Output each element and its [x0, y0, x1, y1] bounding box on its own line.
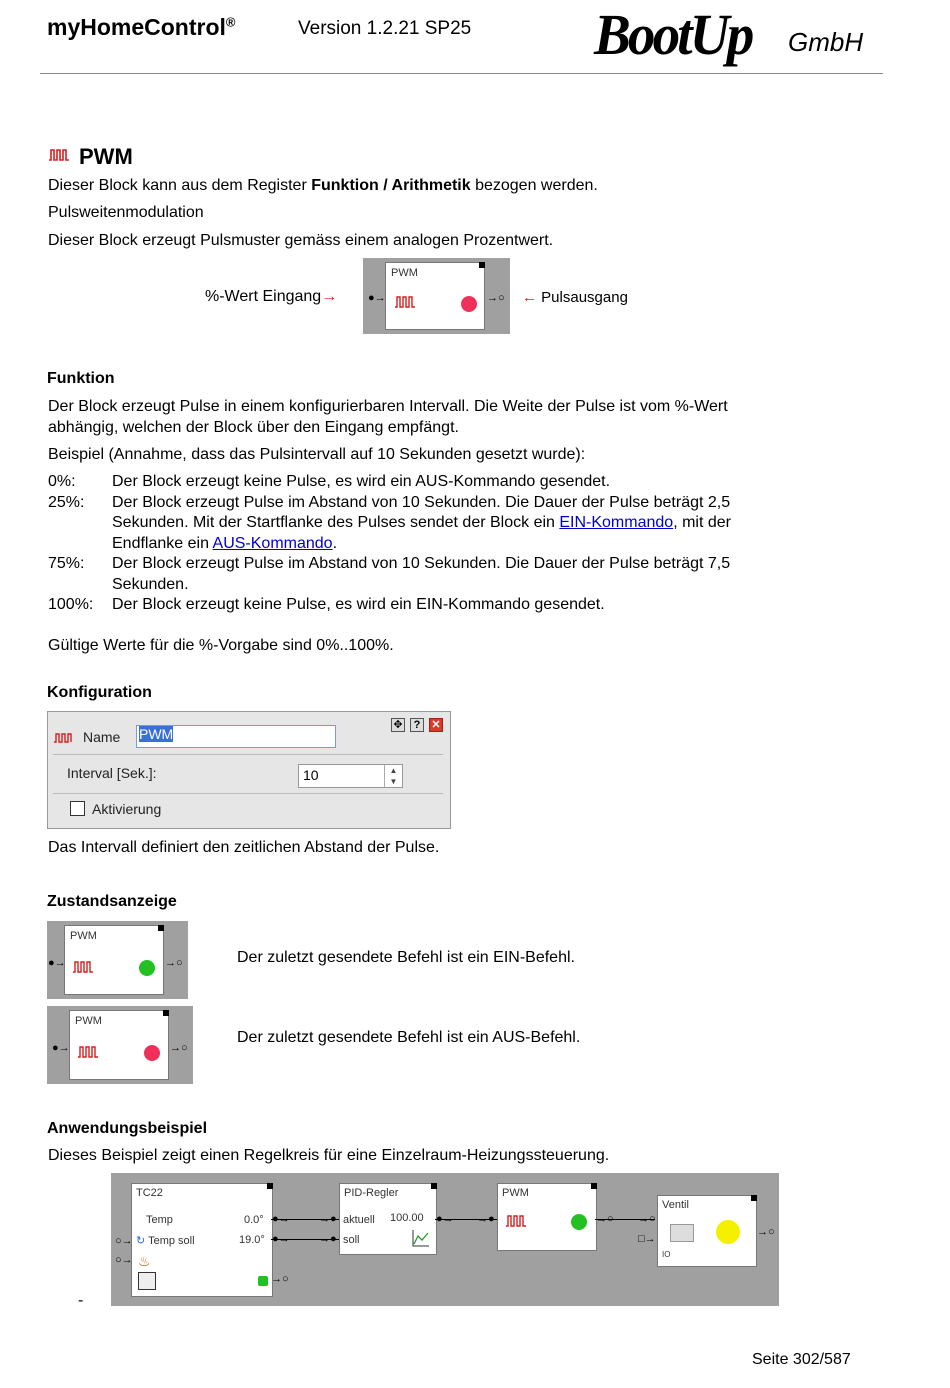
stepper-arrows-icon[interactable]: ▲ ▼ [384, 765, 402, 787]
pwm-icon [48, 147, 72, 168]
interval-label: Interval [Sek.]: [67, 765, 157, 781]
device-icon [138, 1272, 156, 1290]
pwm-block [497, 1183, 597, 1251]
connector-icon: →● [319, 1213, 337, 1225]
block-title: PWM [391, 267, 418, 279]
output-label: ← Pulsausgang [522, 289, 628, 306]
company-logo: BootUp [594, 2, 752, 67]
interval-note: Das Intervall definiert den zeitlichen Abstand der Pulse. [48, 839, 440, 856]
state-off-text: Der zuletzt gesendete Befehl ist ein AUS-Befehl. [237, 1029, 581, 1046]
dash-marker: - [78, 1292, 84, 1309]
status-led-icon [258, 1276, 268, 1286]
company-suffix: GmbH [788, 27, 864, 57]
state-led-on [139, 960, 155, 976]
temp-soll-label: ↻ Temp soll [136, 1235, 195, 1247]
pwm-block-card [385, 262, 485, 330]
ventil-block [657, 1195, 757, 1267]
input-pin-icon[interactable]: ●→ [48, 957, 66, 969]
tc22-block [131, 1183, 273, 1297]
intro-line-2: Pulsweitenmodulation [48, 204, 204, 221]
page-number: Seite 302/587 [752, 1351, 851, 1368]
aktivierung-label: Aktivierung [92, 801, 162, 817]
funktion-p1b: abhängig, welchen der Block über den Eingang empfängt. [48, 419, 459, 436]
section-title: PWM [79, 144, 133, 169]
connector-icon: →● [477, 1213, 495, 1225]
name-input[interactable]: PWM [136, 725, 336, 748]
pwm-icon [505, 1214, 527, 1233]
brand-title: myHomeControl® [47, 14, 236, 40]
connector-icon: □→ [638, 1233, 656, 1245]
funktion-p2: Beispiel (Annahme, dass das Pulsintervall auf 10 Sekunden gesetzt wurde): [48, 446, 586, 463]
block-corner [431, 1183, 437, 1189]
zustand-heading: Zustandsanzeige [47, 893, 177, 910]
output-pin-icon[interactable]: →○ [165, 957, 183, 969]
connector-icon: →○ [596, 1213, 614, 1225]
valve-icon [670, 1224, 694, 1242]
pid-block [339, 1183, 437, 1255]
item-text: Der Block erzeugt keine Pulse, es wird ein AUS-Kommando gesendet. [112, 473, 611, 490]
item-pct: 25%: [48, 494, 85, 511]
aus-kommando-link[interactable]: AUS-Kommando [212, 535, 333, 552]
item-text: Sekunden. Mit der Startflanke des Pulses sendet der Block ein EIN-Kommando, mit der [112, 514, 731, 531]
funktion-heading: Funktion [47, 370, 115, 387]
block-corner [163, 1010, 169, 1016]
block-title: PID-Regler [344, 1187, 399, 1199]
header-divider [40, 73, 883, 74]
item-text: Der Block erzeugt Pulse im Abstand von 10 Sekunden. Die Dauer der Pulse beträgt 2,5 [112, 494, 731, 511]
item-text: Sekunden. [112, 576, 189, 593]
state-on-text: Der zuletzt gesendete Befehl ist ein EIN-Befehl. [237, 949, 575, 966]
pwm-block-card [69, 1010, 169, 1080]
connector-icon: ●→ [272, 1213, 290, 1225]
block-corner [267, 1183, 273, 1189]
help-icon[interactable]: ? [410, 718, 424, 732]
block-title: PWM [70, 930, 97, 942]
block-title: Ventil [662, 1199, 689, 1211]
thermostat-icon: ♨ [138, 1253, 151, 1269]
temp-soll-value: 19.0° [239, 1234, 265, 1246]
pwm-icon [77, 1045, 99, 1064]
application-example [111, 1173, 779, 1306]
connector-icon: →○ [638, 1213, 656, 1225]
block-corner [479, 262, 485, 268]
aktuell-value: 100.00 [390, 1212, 424, 1224]
output-pin-icon[interactable]: →○ [487, 292, 505, 304]
state-block-on [47, 921, 188, 999]
block-corner [158, 925, 164, 931]
temp-label: Temp [146, 1214, 173, 1226]
soll-label: soll [343, 1234, 360, 1246]
state-led-off [144, 1045, 160, 1061]
output-pin-icon[interactable]: →○ [170, 1042, 188, 1054]
pwm-block-card [64, 925, 164, 995]
connector-icon: ●→ [436, 1213, 454, 1225]
arrow-icon: ↻ [136, 1235, 146, 1247]
aktuell-label: aktuell [343, 1214, 375, 1226]
close-icon[interactable]: ✕ [429, 718, 443, 732]
graph-icon [411, 1228, 431, 1253]
intro-line-3: Dieser Block erzeugt Pulsmuster gemäss einem analogen Prozentwert. [48, 232, 554, 249]
item-text: Der Block erzeugt Pulse im Abstand von 10 Sekunden. Die Dauer der Pulse beträgt 7,5 [112, 555, 731, 572]
output-pin-icon[interactable]: →○ [271, 1273, 289, 1285]
funktion-p1a: Der Block erzeugt Pulse in einem konfigurierbaren Intervall. Die Weite der Pulse ist vom %-Wert [48, 398, 728, 415]
item-pct: 0%: [48, 473, 76, 490]
valid-values-note: Gültige Werte für die %-Vorgabe sind 0%..100%. [48, 637, 394, 654]
pwm-icon [53, 731, 73, 749]
pwm-icon [72, 960, 94, 979]
divider [53, 793, 443, 794]
io-label: IO [662, 1250, 671, 1259]
block-title: PWM [75, 1015, 102, 1027]
version-label: Version 1.2.21 SP25 [298, 18, 472, 39]
config-dialog [47, 711, 451, 829]
konfiguration-heading: Konfiguration [47, 684, 152, 701]
pwm-icon [394, 295, 416, 314]
name-label: Name [83, 729, 121, 745]
anwendung-heading: Anwendungsbeispiel [47, 1120, 208, 1137]
item-text: Endflanke ein AUS-Kommando. [112, 535, 338, 552]
input-pin-icon[interactable]: ○→ [115, 1235, 133, 1247]
state-led [461, 296, 477, 312]
input-pin-icon[interactable]: ○→ [115, 1254, 133, 1266]
item-pct: 100%: [48, 596, 94, 613]
block-corner [751, 1195, 757, 1201]
item-text: Der Block erzeugt keine Pulse, es wird ein EIN-Kommando gesendet. [112, 596, 605, 613]
state-block-off [47, 1006, 193, 1084]
input-pin-icon[interactable]: ●→ [52, 1042, 70, 1054]
item-pct: 75%: [48, 555, 85, 572]
input-label: %-Wert Eingang→ [205, 288, 338, 305]
interval-stepper[interactable]: 10 [298, 764, 403, 788]
intro-line-1: Dieser Block kann aus dem Register Funktion / Arithmetik bezogen werden. [48, 177, 598, 194]
divider [53, 754, 443, 755]
connector-icon: ●→ [272, 1233, 290, 1245]
anwendung-text: Dieses Beispiel zeigt einen Regelkreis für eine Einzelraum-Heizungssteuerung. [48, 1147, 610, 1164]
pwm-block-figure [363, 258, 510, 334]
block-title: PWM [502, 1187, 529, 1199]
ein-kommando-link[interactable]: EIN-Kommando [559, 514, 674, 531]
output-pin-icon[interactable]: →○ [757, 1226, 775, 1238]
input-pin-icon[interactable]: ●→ [368, 292, 386, 304]
valve-led [716, 1220, 740, 1244]
move-icon[interactable]: ✥ [391, 718, 405, 732]
block-corner [591, 1183, 597, 1189]
state-led-on [571, 1214, 587, 1230]
aktivierung-checkbox[interactable] [70, 801, 85, 816]
block-title: TC22 [136, 1187, 163, 1199]
connector-icon: →● [319, 1233, 337, 1245]
temp-value: 0.0° [244, 1214, 264, 1226]
